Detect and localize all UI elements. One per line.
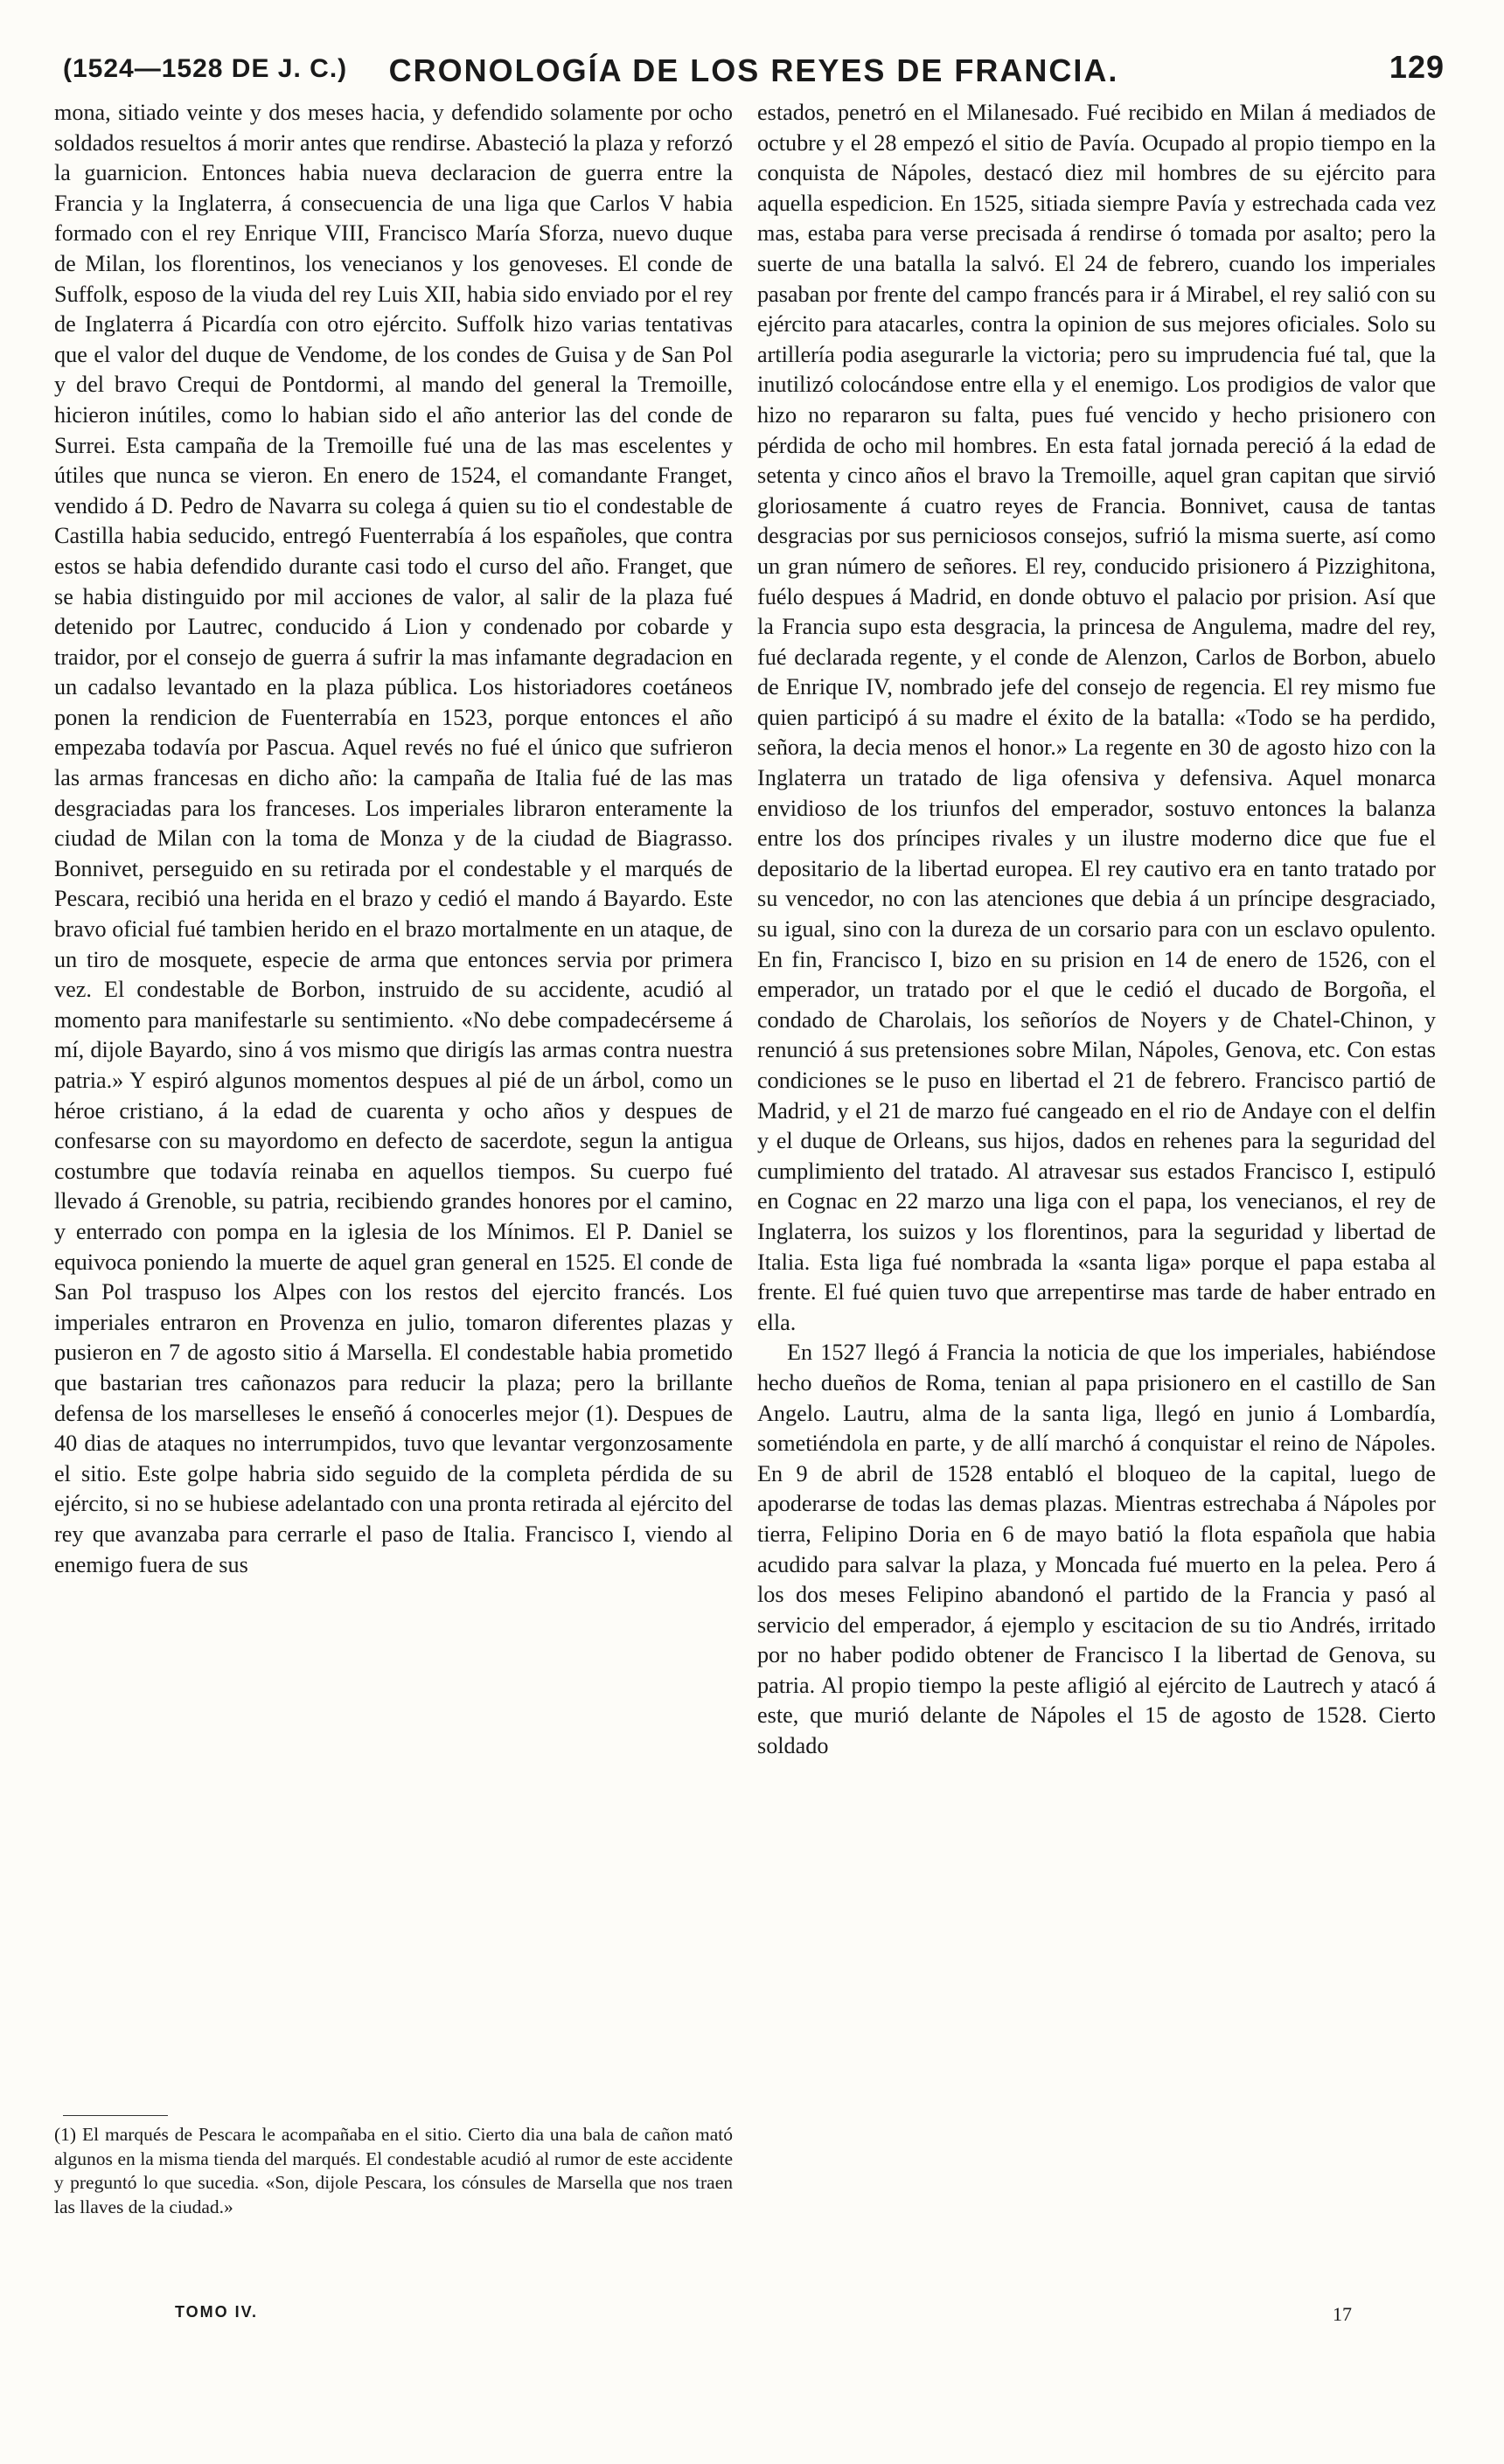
header-date-range: (1524—1528 DE J. C.) xyxy=(63,54,348,83)
running-header xyxy=(63,49,1445,93)
page-number: 129 xyxy=(1389,49,1445,85)
paragraph: estados, penetró en el Milanesado. Fué recibido en Milan á mediados de octubre y el 28 empezó el sitio de Pavía. Ocupado al propio tiempo en la conquista de Nápoles, destacó diez mil hombres de su ejército para aquella espedicion. En 1525, sitiada siempre Pavía y estrechada cada vez mas, estaba para verse precisada á rendirse ó tomada por asalto; pero la suerte de una batalla la salvó. El 24 de febrero, cuando los imperiales pasaban por frente del campo francés para ir á Mirabel, el rey salió con su ejército para atacarles, contra la opinion de sus mejores oficiales. Solo su artillería podia asegurarle la victoria; pero su imprudencia fué tal, que la inutilizó colocándose entre ella y el enemigo. Los prodigios de valor que hizo no repararon su falta, pues fué vencido y hecho prisionero con pérdida de ocho mil hombres. En esta fatal jornada pereció á la edad de setenta y cinco años el bravo la Tremoille, aquel gran capitan que sirvió gloriosamente á cuatro reyes de Francia. Bonnivet, causa de tantas desgracias por sus perniciosos consejos, sufrió la misma suerte, así como un gran número de señores. El rey, conducido prisionero á Pizzighitona, fuélo despues á Madrid, en donde obtuvo el palacio por prision. Así que la Francia supo esta desgracia, la princesa de Angulema, madre del rey, fué declarada regente, y el conde de Alenzon, Carlos de Borbon, abuelo de Enrique IV, nombrado jefe del consejo de regencia. El rey mismo fue quien participó á su madre el éxito de la batalla: «Todo se ha perdido, señora, la decia menos el honor.» La regente en 30 de agosto hizo con la Inglaterra un tratado de liga ofensiva y defensiva. Aquel monarca envidioso de los triunfos del emperador, sostuvo entonces la balanza entre los dos príncipes rivales y un ilustre moderno dice que fue el depositario de la libertad europea. El rey cautivo era en tanto tratado por su vencedor, no con las atenciones que debia á un príncipe desgraciado, su igual, sino con la dureza de un corsario para con un esclavo opulento. En fin, Francisco I, bizo en su prision en 14 de enero de 1526, con el emperador, un tratado por el que le cedió el ducado de Borgoña, el condado de Charolais, los señoríos de Noyers y de Chatel-Chinon, y renunció á sus pretensiones sobre Milan, Nápoles, Genova, etc. Con estas condiciones se le puso en libertad el 21 de febrero. Francisco partió de Madrid, y el 21 de marzo fué cangeado en el rio de Andaye con el delfin y el duque de Orleans, sus hijos, dados en rehenes para la seguridad del cumplimiento del tratado. Al atravesar sus estados Francisco I, estipuló en Cognac en 22 marzo una liga con el papa, los venecianos, el rey de Inglaterra, los suizos y los florentinos, para la seguridad y libertad de Italia. Esta liga fué nombrada la «santa liga» porque el papa estaba al frente. El fué quien tuvo que arrepentirse mas tarde de haber entrado en ella. xyxy=(757,100,1436,1335)
volume-signature: TOMO IV. xyxy=(175,2303,259,2321)
footnote: (1) El marqués de Pescara le acompañaba en el sitio. Cierto dia una bala de cañon mató algunos en la misma tienda del marqués. El condestable acudió al rumor de este accidente y preguntó lo que sucedia. «Son, dijole Pescara, los cónsules de Marsella que nos traen las llaves de la ciudad.» xyxy=(54,2124,733,2217)
footnote-divider xyxy=(63,2115,168,2116)
paragraph: En 1527 llegó á Francia la noticia de que los imperiales, habiéndose hecho dueños de Roma, tenian al papa prisionero en el castillo de San Angelo. Lautru, alma de la santa liga, llegó en junio á Lombardía, sometiéndola en parte, y de allí marchó á conquistar el reino de Nápoles. En 9 de abril de 1528 entabló el bloqueo de la capital, luego de apoderarse de todas las demas plazas. Mientras estrechaba á Nápoles por tierra, Felipino Doria en 6 de mayo batió la flota española que habia acudido para salvar la plaza, y Moncada fué muerto en la pelea. Pero á los dos meses Felipino abandonó el partido de la Francia y pasó al servicio del emperador, á ejemplo y escitacion de su tio Andrés, irritado por no haber podido obtener de Francisco I la libertad de Genova, su patria. Al propio tiempo la peste afligió al ejército de Lautrech y atacó á este, que murió delante de Nápoles el 15 de agosto de 1528. Cierto soldado xyxy=(757,1340,1436,1759)
left-column xyxy=(54,98,733,2109)
sheet-number: 17 xyxy=(1333,2303,1352,2325)
paragraph: mona, sitiado veinte y dos meses hacia, y defendido solamente por ocho soldados resueltos á morir antes que rendirse. Abasteció la plaza y reforzó la guarnicion. Entonces habia nueva declaracion de guerra entre la Francia y la Inglaterra, á consecuencia de una liga que Carlos V habia formado con el rey Enrique VIII, Francisco María Sforza, nuevo duque de Milan, los florentinos, los venecianos y los genoveses. El conde de Suffolk, esposo de la viuda del rey Luis XII, habia sido enviado por el rey de Inglaterra á Picardía con otro ejército. Suffolk hizo varias tentativas que el valor del duque de Vendome, de los condes de Guisa y de San Pol y del bravo Crequi de Pontdormi, al mando del general la Tremoille, hicieron inútiles, como lo habian sido el año anterior las del conde de Surrei. Esta campaña de la Tremoille fué una de las mas escelentes y útiles que nunca se vieron. En enero de 1524, el comandante Franget, vendido á D. Pedro de Navarra su colega á quien su tio el condestable de Castilla habia seducido, entregó Fuenterrabía á los españoles, que contra estos se habia defendido durante casi todo el curso del año. Franget, que se habia distinguido por mil acciones de valor, al salir de la plaza fué detenido por Lautrec, conducido á Lion y condenado por cobarde y traidor, por el consejo de guerra á sufrir la mas infamante degradacion en un cadalso levantado en la plaza pública. Los historiadores coetáneos ponen la rendicion de Fuenterrabía en 1523, porque entonces el año empezaba todavía por Pascua. Aquel revés no fué el único que sufrieron las armas francesas en dicho año: la campaña de Italia fué de las mas desgraciadas para los franceses. Los imperiales libraron enteramente la ciudad de Milan con la toma de Monza y de la ciudad de Biagrasso. Bonnivet, perseguido en su retirada por el condestable y el marqués de Pescara, recibió una herida en el brazo y cedió el mando á Bayardo. Este bravo oficial fué tambien herido en el brazo mortalmente en un ataque, de un tiro de mosquete, especie de arma que entonces servia por primera vez. El condestable de Borbon, instruido de su accidente, acudió al momento para manifestarle su sentimiento. «No debe compadecérseme á mí, dijole Bayardo, sino á vos mismo que dirigís las armas contra nuestra patria.» Y espiró algunos momentos despues al pié de un árbol, como un héroe cristiano, á la edad de cuarenta y ocho años y despues de confesarse con su mayordomo en defecto de sacerdote, segun la antigua costumbre que todavía reinaba en aquellos tiempos. Su cuerpo fué llevado á Grenoble, su patria, recibiendo grandes honores por el camino, y enterrado con pompa en la iglesia de los Mínimos. El P. Daniel se equivoca poniendo la muerte de aquel gran general en 1525. El conde de San Pol traspuso los Alpes con los restos del ejercito francés. Los imperiales entraron en Provenza en julio, tomaron diferentes plazas y pusieron en 7 de agosto sitio á Marsella. El condestable habia prometido que bastarian tres cañonazos para reducir la plaza; pero la brillante defensa de los marselleses le enseñó á conocerles mejor (1). Despues de 40 dias de ataques no interrumpidos, tuvo que levantar vergonzosamente el sitio. Este golpe habria sido seguido de la completa pérdida de su ejército, si no se hubiese adelantado con una pronta retirada al ejército del rey que avanzaba para cerrarle el paso de Italia. Francisco I, viendo al enemigo fuera de sus xyxy=(54,100,733,1577)
header-title: CRONOLOGÍA DE LOS REYES DE FRANCIA. xyxy=(388,52,1119,88)
right-column xyxy=(757,98,1436,2406)
